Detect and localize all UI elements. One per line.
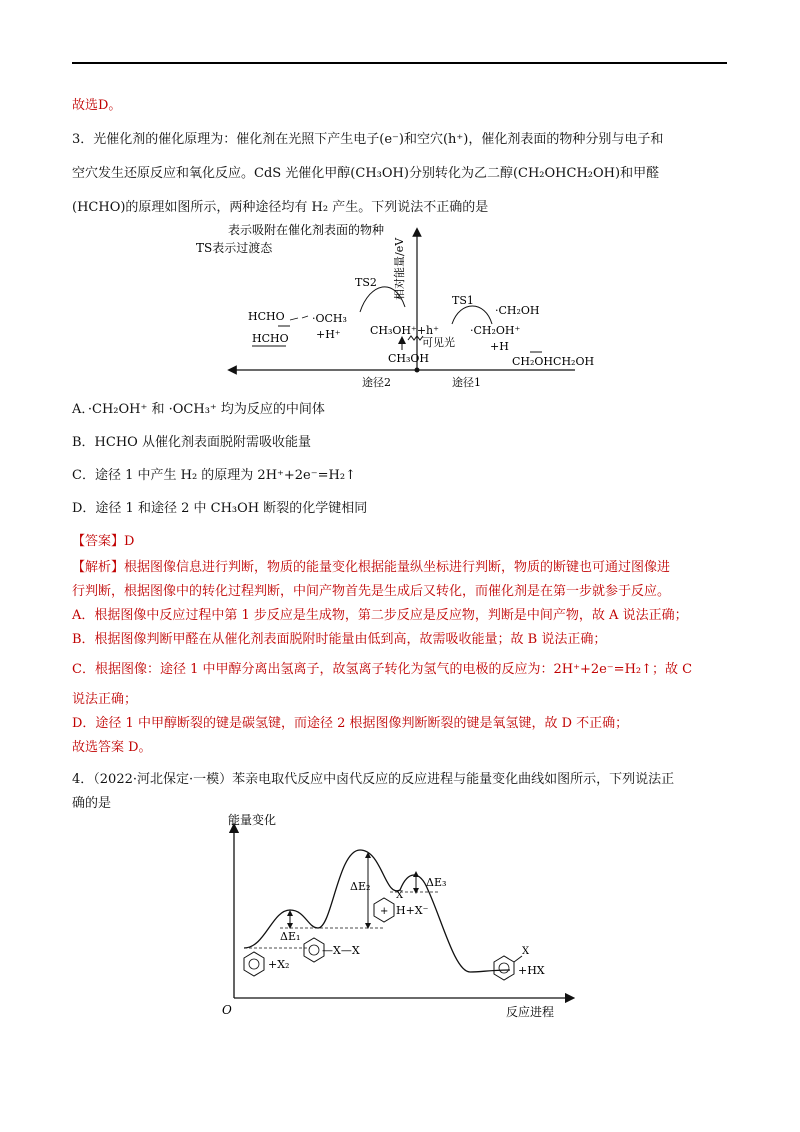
analysis-line-2: 行判断，根据图像中的转化过程判断，中间产物首先是生成后又转化，而催化剂是在第一步就参于反应。	[72, 584, 671, 599]
ch2oh-cation: ·CH₂OH⁺	[470, 324, 521, 337]
product-x: X	[522, 946, 530, 957]
origin-dot	[415, 368, 420, 373]
svg-text:+: +	[380, 906, 389, 917]
energy-curve	[244, 850, 510, 972]
analysis-line-4: B．根据图像判断甲醛在从催化剂表面脱附时能量由低到高，故需吸收能量；故 B 说法正确；	[72, 632, 607, 647]
delta-e3: ΔE₃	[426, 876, 447, 889]
header-rule	[72, 62, 727, 64]
ts1-curve	[452, 306, 492, 324]
previous-answer: 故选D。	[72, 98, 122, 113]
ts2-label: TS2	[355, 276, 377, 289]
plus-h: +H	[490, 340, 509, 353]
product-hx: +HX	[518, 964, 545, 977]
legend-ts: TS表示过渡态	[196, 241, 273, 255]
pi-complex-xx: —X—X	[322, 944, 360, 957]
hcho-desorbed: HCHO	[252, 332, 289, 345]
option-a: A．·CH₂OH⁺ 和 ·OCH₃⁺ 均为反应的中间体	[72, 402, 325, 417]
analysis-line-3: A．根据图像中反应过程中第 1 步反应是生成物，第二步反应是反应物，判断是中间产物，故 A 说法正确；	[72, 608, 688, 623]
h-plus-2: +H⁺	[316, 328, 341, 341]
och3-species: ·OCH₃	[312, 312, 347, 325]
delta-e1: ΔE₁	[280, 930, 301, 943]
ts1-label: TS1	[452, 294, 474, 307]
sigma-x: X	[396, 890, 404, 901]
legend-adsorbed: 表示吸附在催化剂表面的物种	[228, 223, 385, 237]
hcho-adsorbed: HCHO	[248, 310, 285, 323]
sigma-h-x-minus: H+X⁻	[396, 904, 429, 917]
analysis-line-8: 故选答案 D。	[72, 740, 152, 755]
ch2oh-radical: ·CH₂OH	[495, 304, 540, 317]
option-c: C．途径 1 中产生 H₂ 的原理为 2H⁺+2e⁻=H₂↑	[72, 468, 356, 483]
option-d: D．途径 1 和途径 2 中 CH₃OH 断裂的化学键相同	[72, 501, 368, 516]
origin-label: O	[222, 1003, 232, 1017]
reactant-x2: +X₂	[268, 958, 290, 971]
q3-line-2: 空穴发生还原反应和氧化反应。CdS 光催化甲醇(CH₃OH)分别转化为乙二醇(CH₂OHCH₂OH)和甲醛	[72, 166, 660, 181]
y-axis-label: 能量变化	[228, 813, 277, 827]
sigma-complex	[374, 898, 394, 922]
benzene-pi-complex	[304, 938, 324, 962]
q4-line-2: 确的是	[72, 796, 112, 811]
q3-line-3: (HCHO)的原理如图所示，两种途径均有 H₂ 产生。下列说法不正确的是	[72, 200, 489, 215]
visible-light-label: 可见光	[422, 336, 455, 349]
q3-energy-diagram	[190, 222, 620, 392]
path2-label: 途径2	[362, 376, 391, 389]
ethylene-glycol: CH₂OHCH₂OH	[512, 355, 595, 368]
analysis-line-7: D．途径 1 中甲醇断裂的键是碳氢键，而途径 2 根据图像判断断裂的键是氧氢键，故 D 不正确；	[72, 716, 629, 731]
answer: 【答案】D	[72, 534, 135, 549]
q4-energy-profile	[210, 810, 590, 1025]
y-axis-label: 相对能量/eV	[393, 237, 406, 300]
analysis-line-5: C．根据图像：途径 1 中甲醇分离出氢离子，故氢离子转化为氢气的电极的反应为：2H⁺+2e⁻=H₂↑；故 C	[72, 662, 693, 677]
x-axis-label: 反应进程	[506, 1005, 555, 1019]
benzene-reactant	[244, 952, 264, 976]
ch3oh-adsorbed: CH₃OH	[388, 352, 430, 365]
q3-line-1: 3．光催化剂的催化原理为：催化剂在光照下产生电子(e⁻)和空穴(h⁺)，催化剂表面的物种分别与电子和	[72, 132, 664, 147]
analysis-line-6: 说法正确；	[72, 692, 138, 707]
q4-line-1: 4．（2022·河北保定·一模）苯亲电取代反应中卤代反应的反应进程与能量变化曲线如图所示，下列说法正	[72, 772, 675, 787]
analysis-line-1: 【解析】根据图像信息进行判断，物质的能量变化根据能量纵坐标进行判断，物质的断键也可通过图像进	[72, 560, 671, 575]
option-b: B．HCHO 从催化剂表面脱附需吸收能量	[72, 435, 311, 450]
ch3oh-hole: CH₃OH⁺+h⁺	[370, 324, 439, 337]
path1-label: 途径1	[452, 376, 481, 389]
delta-e2: ΔE₂	[350, 880, 371, 893]
